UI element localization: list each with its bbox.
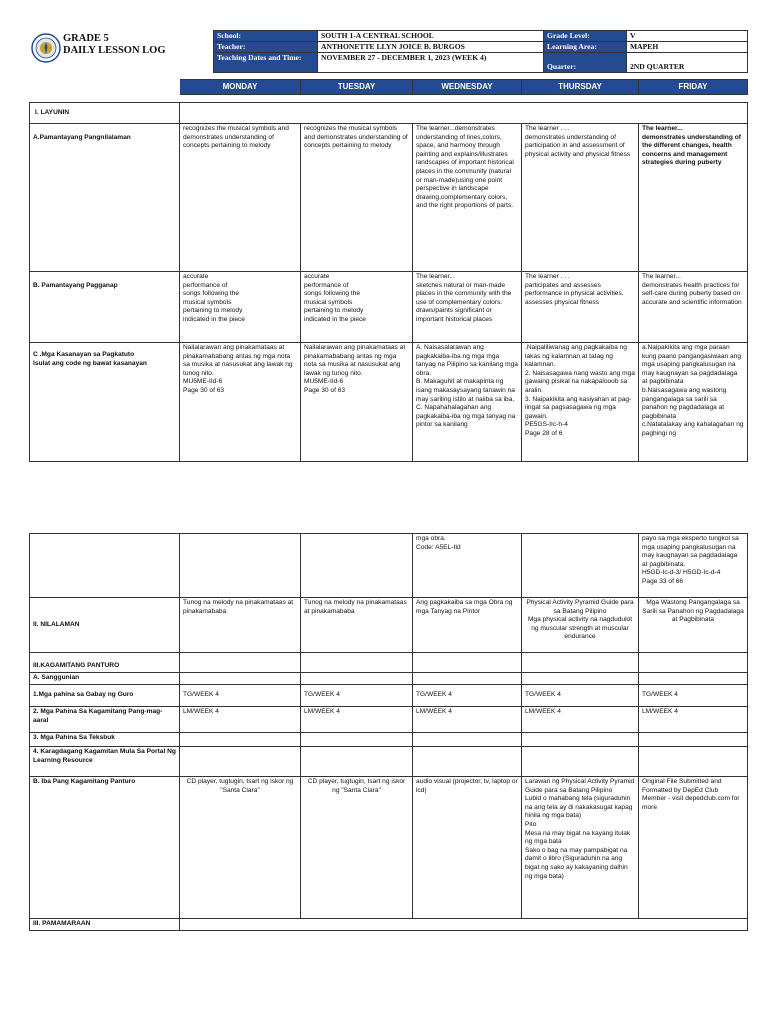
pamantayang-pagganap-label: B. Pamantayang Pagganap xyxy=(30,272,180,343)
teks-blank-2 xyxy=(301,733,413,747)
pg-friday: The learner... demonstrates health practices for self-care during puberty based on accurate and scientific information xyxy=(639,272,748,343)
pangmag-tuesday: LM/WEEK 4 xyxy=(301,707,413,733)
cont-wednesday: mga obra. Code: A5EL-IId xyxy=(413,534,522,598)
continuation-label-blank xyxy=(30,534,180,598)
pangmag-friday: LM/WEEK 4 xyxy=(639,707,748,733)
kag-blank-2 xyxy=(301,653,413,673)
learning-area-value: MAPEH xyxy=(627,42,748,53)
cont-monday xyxy=(180,534,301,598)
gabay-friday: TG/WEEK 4 xyxy=(639,685,748,707)
spacer-row xyxy=(30,95,748,103)
blank-corner xyxy=(30,80,180,95)
iba-friday: Original File Submitted and Formatted by DepEd Club Member - visit depedclub.com for more xyxy=(639,777,748,919)
day-wednesday: WEDNESDAY xyxy=(413,80,522,95)
kara-blank-1 xyxy=(180,747,301,777)
quarter-label: Quarter: xyxy=(544,53,627,73)
teacher-label: Teacher: xyxy=(214,42,318,53)
kara-blank-4 xyxy=(522,747,639,777)
dll-title: DAILY LESSON LOG xyxy=(63,45,166,56)
kag-blank-4 xyxy=(522,653,639,673)
pangmag-wednesday: LM/WEEK 4 xyxy=(413,707,522,733)
school-label: School: xyxy=(214,31,318,42)
pamamaraan-label: III. PAMAMARAAN xyxy=(30,919,180,931)
sang-blank-3 xyxy=(413,673,522,685)
gabay-tuesday: TG/WEEK 4 xyxy=(301,685,413,707)
dates-label: Teaching Dates and Time: xyxy=(214,53,318,73)
sang-blank-4 xyxy=(522,673,639,685)
dates-value: NOVEMBER 27 - DECEMBER 1, 2023 (WEEK 4) xyxy=(318,53,544,73)
kag-blank-5 xyxy=(639,653,748,673)
pg-thursday: The learner . . . participates and assesses performance in physical activities. assesses physical fitness xyxy=(522,272,639,343)
nl-tuesday: Tunog na melody na pinakamataas at pinakamababa xyxy=(301,598,413,653)
ks-thursday: .Naipaliliwanag ang pagkakaiba ng lakas ng kalamnan at tatag ng kalamnan. 2. Naisasagawa nang wasto ang mga gawaing pisikal na nakapalooob sa aralin. 3. Naipakikita ang kasiyahan at pag-iingat sa pagsasagawa ng mga gawain. PE5GS-IIc-h-4 Page 28 of 6 xyxy=(522,343,639,462)
pp-wednesday: The learner...demonstrates understanding of lines,colors, space, and harmony through painting and explains/illustrates landscapes of important historical places in the community (natural or man-made)using one point perspective in landscape drawing,complementary colors, and the right proportions of parts. xyxy=(413,124,522,272)
gabay-monday: TG/WEEK 4 xyxy=(180,685,301,707)
gabay-wednesday: TG/WEEK 4 xyxy=(413,685,522,707)
iba-monday: CD player, tugtugin, tsart ng iskor ng "Santa Clara" xyxy=(180,777,301,919)
kag-blank-1 xyxy=(180,653,301,673)
iba-pang-label: B. Iba Pang Kagamitang Panturo xyxy=(30,777,180,919)
pangmag-thursday: LM/WEEK 4 xyxy=(522,707,639,733)
kara-blank-2 xyxy=(301,747,413,777)
kasanayan-label: C .Mga Kasanayan sa Pagkatuto Isulat ang code ng bawat kasanayan xyxy=(30,343,180,462)
ks-monday: Nailalarawan ang pinakamataas at pinakamababang antas ng mga nota sa musika at nasusukat ang lawak ng tunog nito. MU5ME-IId-6 Page 30 of 63 xyxy=(180,343,301,462)
nl-monday: Tunog na melody na pinakamataas at pinakamababa xyxy=(180,598,301,653)
sang-blank-1 xyxy=(180,673,301,685)
pp-friday: The learner... demonstrates understanding of the different changes, health concerns and management strategies during puberty xyxy=(639,124,748,272)
kara-blank-5 xyxy=(639,747,748,777)
ks-tuesday: Nailalarawan ang pinakamataas at pinakamababang antas ng mga nota sa musika at nasusukat ang lawak ng tunog nito. MU5ME-IId-6 Page 30 of 63 xyxy=(301,343,413,462)
learning-area-label: Learning Area: xyxy=(544,42,627,53)
pangmag-monday: LM/WEEK 4 xyxy=(180,707,301,733)
school-value: SOUTH 1-A CENTRAL SCHOOL xyxy=(318,31,544,42)
pg-wednesday: The learner... sketches natural or man-made places in the community with the use of complementary colors. draws/paints significant or important historical places xyxy=(413,272,522,343)
teks-blank-1 xyxy=(180,733,301,747)
quarter-value: 2ND QUARTER xyxy=(627,53,748,73)
pp-monday: recognizes the musical symbols and demonstrates understanding of concepts pertaining to melody xyxy=(180,124,301,272)
nl-friday: Mga Wastong Pangangalaga sa Sarili sa Panahon ng Pagdadalaga at Pagbibinata xyxy=(639,598,748,653)
day-tuesday: TUESDAY xyxy=(301,80,413,95)
cont-friday: payo sa mga eksperto tungkol sa mga usaping pangkalusugan na may kaugnayan sa pagdadalaga at pagbibinata. H5GD-Ic-d-3/ H5GD-Ic-d-4 Page 33 of 66 xyxy=(639,534,748,598)
ks-friday: a.Naipakikita ang mga paraan kung paano pangangasiwaan ang mga usaping pangkalusugan na may kaugnayan sa pagdadalaga at pagbibinata b.Naisasagawa ang wastong pangangalaga sa sarili sa panahon ng pagdadalaga at pagbibinata c.Natatalakay ang kahalagahan ng paghingi ng xyxy=(639,343,748,462)
kagamitan-label: III.KAGAMITANG PANTURO xyxy=(30,653,180,673)
deped-seal-logo xyxy=(31,33,61,63)
pp-tuesday: recognizes the musical symbols and demonstrates understanding of concepts pertaining to melody xyxy=(301,124,413,272)
teks-blank-5 xyxy=(639,733,748,747)
header-info-table xyxy=(213,30,748,73)
cont-tuesday xyxy=(301,534,413,598)
sang-blank-5 xyxy=(639,673,748,685)
pp-thursday: The learner . . . demonstrates understanding of participation in and assessment of physical activity and physical fitness xyxy=(522,124,639,272)
grade-level-label: Grade Level: xyxy=(544,31,627,42)
kag-blank-3 xyxy=(413,653,522,673)
teacher-value: ANTHONETTE LLYN JOICE B. BURGOS xyxy=(318,42,544,53)
layunin-blank xyxy=(180,103,748,124)
iba-thursday: Larawan ng Physical Activity Pyramid Guide para sa Batang Pilipino Lubid o mahabang tela (siguraduhin na ang tela ay di nakakasugat kapag hinila ng mga bata) Pito Mesa na may bigat na kayang itulak ng mga bata Sako o bag na may pampabigat na damit o libro (Siguraduhin na ang bigat ng sako ay kakayaning dalhin ng mga bata) xyxy=(522,777,639,919)
day-thursday: THURSDAY xyxy=(522,80,639,95)
teks-blank-4 xyxy=(522,733,639,747)
nl-thursday: Physical Activity Pyramid Guide para sa Batang Pilipino Mga physical activity na nagdudulot ng muscular strength at muscular endurance xyxy=(522,598,639,653)
grade-level-value: V xyxy=(627,31,748,42)
kara-blank-3 xyxy=(413,747,522,777)
iba-tuesday: CD player, tugtugin, tsart ng iskor ng "Santa Clara" xyxy=(301,777,413,919)
nl-wednesday: Ang pagkakaiba sa mga Obra ng mga Tanyag na Pintor xyxy=(413,598,522,653)
document-title xyxy=(63,33,166,57)
lesson-table-page1 xyxy=(29,79,748,462)
teksbuk-label: 3. Mga Pahina Sa Teksbuk xyxy=(30,733,180,747)
gabay-label: 1.Mga pahina sa Gabay ng Guro xyxy=(30,685,180,707)
day-monday: MONDAY xyxy=(180,80,301,95)
ks-wednesday: A. Naisasalarawan ang pagkakaiba-iba ng mga mga tanyag na Pilipino sa kanilang mga obra. B. Makaguhit at makapinta ng isang makasaysayang tanawin na may sariling istilo at naiiba sa iba. C. Napahahalagahan ang pagkakaiba-iba ng mga tanyag na pintor sa kanilang xyxy=(413,343,522,462)
nilalaman-label: II. NILALAMAN xyxy=(30,598,180,653)
pamantayang-pangnilalaman-label: A.Pamantayang Pangnilalaman xyxy=(30,124,180,272)
karagdagang-label: 4. Karagdagang Kagamitan Mula Sa Portal Ng Learning Resource xyxy=(30,747,180,777)
pamamaraan-blank xyxy=(180,919,748,931)
iba-wednesday: audio visual (projector, tv, laptop or lcd) xyxy=(413,777,522,919)
teks-blank-3 xyxy=(413,733,522,747)
grade-title: GRADE 5 xyxy=(63,33,109,44)
lesson-table-page2 xyxy=(29,533,748,931)
pg-monday: accurate performance of songs following the musical symbols pertaining to melody indicated in the piece xyxy=(180,272,301,343)
cont-thursday xyxy=(522,534,639,598)
sanggunian-label: A. Sanggunian xyxy=(30,673,180,685)
sang-blank-2 xyxy=(301,673,413,685)
pangmag-label: 2. Mga Pahina Sa Kagamitang Pang-mag-aaral xyxy=(30,707,180,733)
day-friday: FRIDAY xyxy=(639,80,748,95)
layunin-label: I. LAYUNIN xyxy=(30,103,180,124)
pg-tuesday: accurate performance of songs following the musical symbols pertaining to melody indicated in the piece xyxy=(301,272,413,343)
gabay-thursday: TG/WEEK 4 xyxy=(522,685,639,707)
